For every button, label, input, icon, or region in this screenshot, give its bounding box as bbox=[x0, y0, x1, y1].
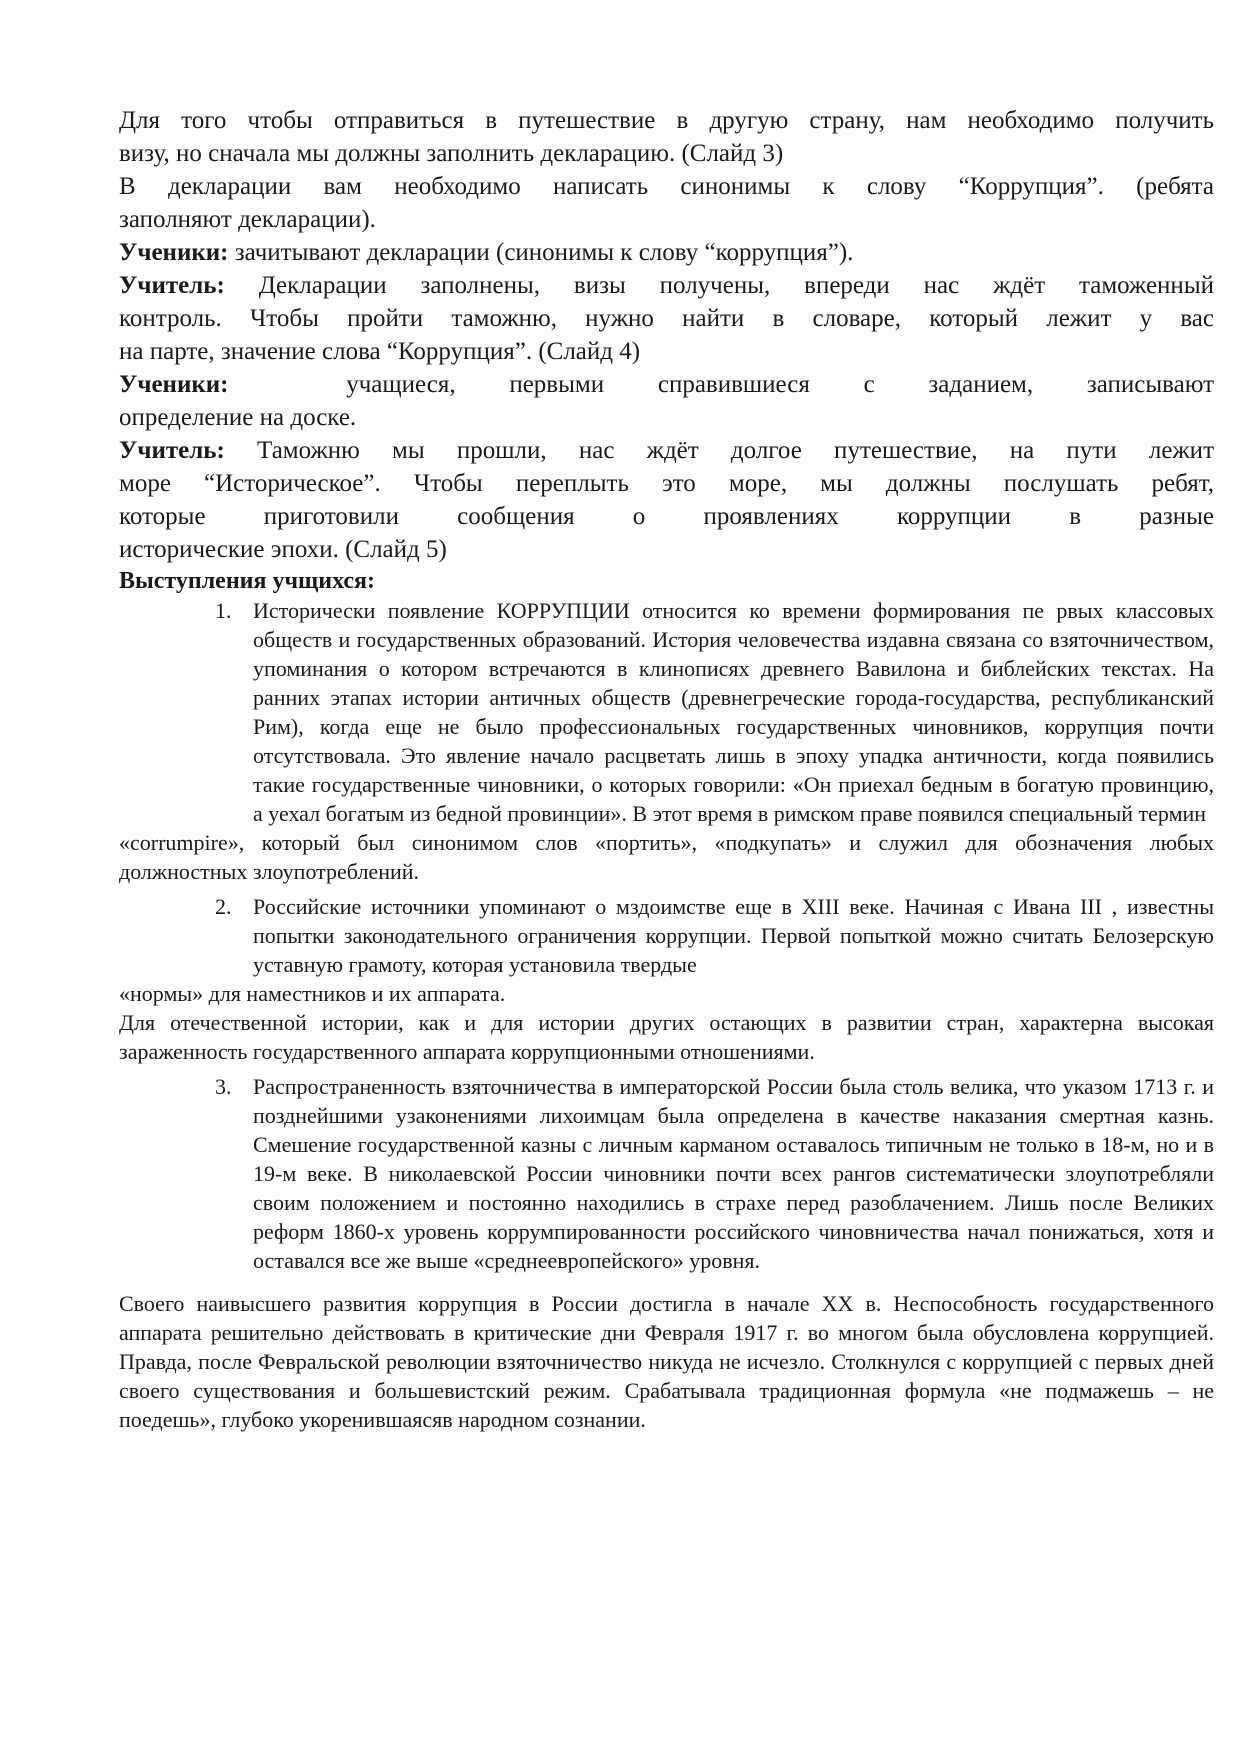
list-item bbox=[119, 892, 1214, 1008]
intro-line-2b: заполняют декларации). bbox=[119, 206, 376, 233]
dialog-students-2b: определение на доске. bbox=[119, 404, 357, 431]
dialog-students-1 bbox=[119, 236, 1214, 269]
list-number: 2. bbox=[215, 894, 232, 919]
speeches-list bbox=[119, 596, 1214, 1008]
dialog-teacher-2b: море “Историческое”. Чтобы переплыть это море, мы должны послушать ребят, bbox=[119, 470, 1214, 497]
list-item-tail: «corrumpire», который был синонимом слов «портить», «подкупать» и служил для обозначения любых должностных злоупотреблений. bbox=[119, 830, 1214, 884]
speaker-label: Учитель: bbox=[119, 437, 225, 464]
speaker-label: Ученики: bbox=[119, 371, 229, 398]
list-item-tail: «нормы» для наместников и их аппарата. bbox=[119, 981, 506, 1006]
list-item bbox=[119, 1072, 1214, 1275]
intro-line-2a: В декларации вам необходимо написать синонимы к слову “Коррупция”. (ребята bbox=[119, 173, 1214, 200]
list-item-text: Российские источники упоминают о мздоимстве еще в XIII веке. Начиная с Ивана III , известны попытки законодательного ограничения коррупции. Первой попыткой можно считать Белозерскую уставную грамоту, которая установила твердые bbox=[253, 894, 1214, 977]
list-item-text: Исторически появление КОРРУПЦИИ относится ко времени формирования пе рвых классовых обществ и государственных образований. История человечества издавна связана со взяточничеством, упоминания о котором встречаются в клинописях древнего Вавилона и библейских текстах. На ранних этапах истории античных обществ (древнегреческие города-государства, республиканский Рим), когда еще не было профессиональных государственных чиновников, коррупция почти отсутствовала. Это явление начало расцветать лишь в эпоху упадка античности, когда появились такие государственные чиновники, о которых говорили: «Он приехал бедным в богатую провинцию, а уехал богатым из бедной провинции». В этот время в римском праве появился специальный термин bbox=[253, 598, 1214, 826]
speeches-list-continued bbox=[119, 1072, 1214, 1275]
intro-line-1b: визу, но сначала мы должны заполнить декларацию. (Слайд 3) bbox=[119, 140, 784, 167]
intro-line-1a: Для того чтобы отправиться в путешествие в другую страну, нам необходимо получить bbox=[119, 107, 1214, 134]
dialog-teacher-2d: исторические эпохи. (Слайд 5) bbox=[119, 536, 447, 563]
speaker-label: Ученики: bbox=[119, 239, 229, 266]
list-item bbox=[119, 596, 1214, 886]
page-content bbox=[119, 104, 1214, 1434]
closing-paragraph: Своего наивысшего развития коррупция в России достигла в начале XX в. Неспособность государственного аппарата решительно действовать в критические дни Февраля 1917 г. во многом была обусловлена коррупцией. Правда, после Февральской революции взяточничество никуда не исчезло. Столкнулся с коррупцией с первых дней своего существования и большевистский режим. Срабатывала традиционная формула «не подмажешь – не поедешь», глубоко укоренившаясяв народном сознании. bbox=[119, 1291, 1214, 1432]
dialog-teacher-1c: на парте, значение слова “Коррупция”. (Слайд 4) bbox=[119, 338, 641, 365]
dialog-text: Декларации заполнены, визы получены, впереди нас ждёт таможенный bbox=[224, 272, 1214, 299]
dialog-text: зачитывают декларации (синонимы к слову “коррупция”). bbox=[228, 239, 854, 266]
dialog-teacher-1a bbox=[119, 269, 1214, 302]
dialog-teacher-2c: которые приготовили сообщения о проявлениях коррупции в разные bbox=[119, 503, 1214, 530]
body-paragraph: Для отечественной истории, как и для истории других остающих в развитии стран, характерна высокая зараженность государственного аппарата коррупционными отношениями. bbox=[119, 1010, 1214, 1064]
speaker-label: Учитель: bbox=[119, 272, 225, 299]
section-heading: Выступления учщихся: bbox=[119, 568, 376, 594]
list-number: 3. bbox=[215, 1074, 232, 1099]
dialog-text: учащиеся, первыми справившиеся с заданием, записывают bbox=[292, 371, 1214, 398]
list-number: 1. bbox=[215, 598, 232, 623]
list-item-text: Распространенность взяточничества в императорской России была столь велика, что указом 1713 г. и позднейшими узаконениями лихоимцам была определена в качестве наказания смертная казнь. Смешение государственной казны с личным карманом оставалось типичным не только в 18-м, но и в 19-м веке. В николаевской России чиновники почти всех рангов систематически злоупотребляли своим положением и постоянно находились в страхе перед разоблачением. Лишь после Великих реформ 1860-х уровень коррумпированности российского чиновничества начал понижаться, хотя и оставался все же выше «среднеевропейского» уровня. bbox=[253, 1074, 1214, 1273]
dialog-teacher-1b: контроль. Чтобы пройти таможню, нужно найти в словаре, который лежит у вас bbox=[119, 305, 1214, 332]
dialog-text: Таможню мы прошли, нас ждёт долгое путешествие, на пути лежит bbox=[224, 437, 1214, 464]
dialog-students-2a bbox=[119, 368, 1214, 401]
dialog-teacher-2a bbox=[119, 434, 1214, 467]
